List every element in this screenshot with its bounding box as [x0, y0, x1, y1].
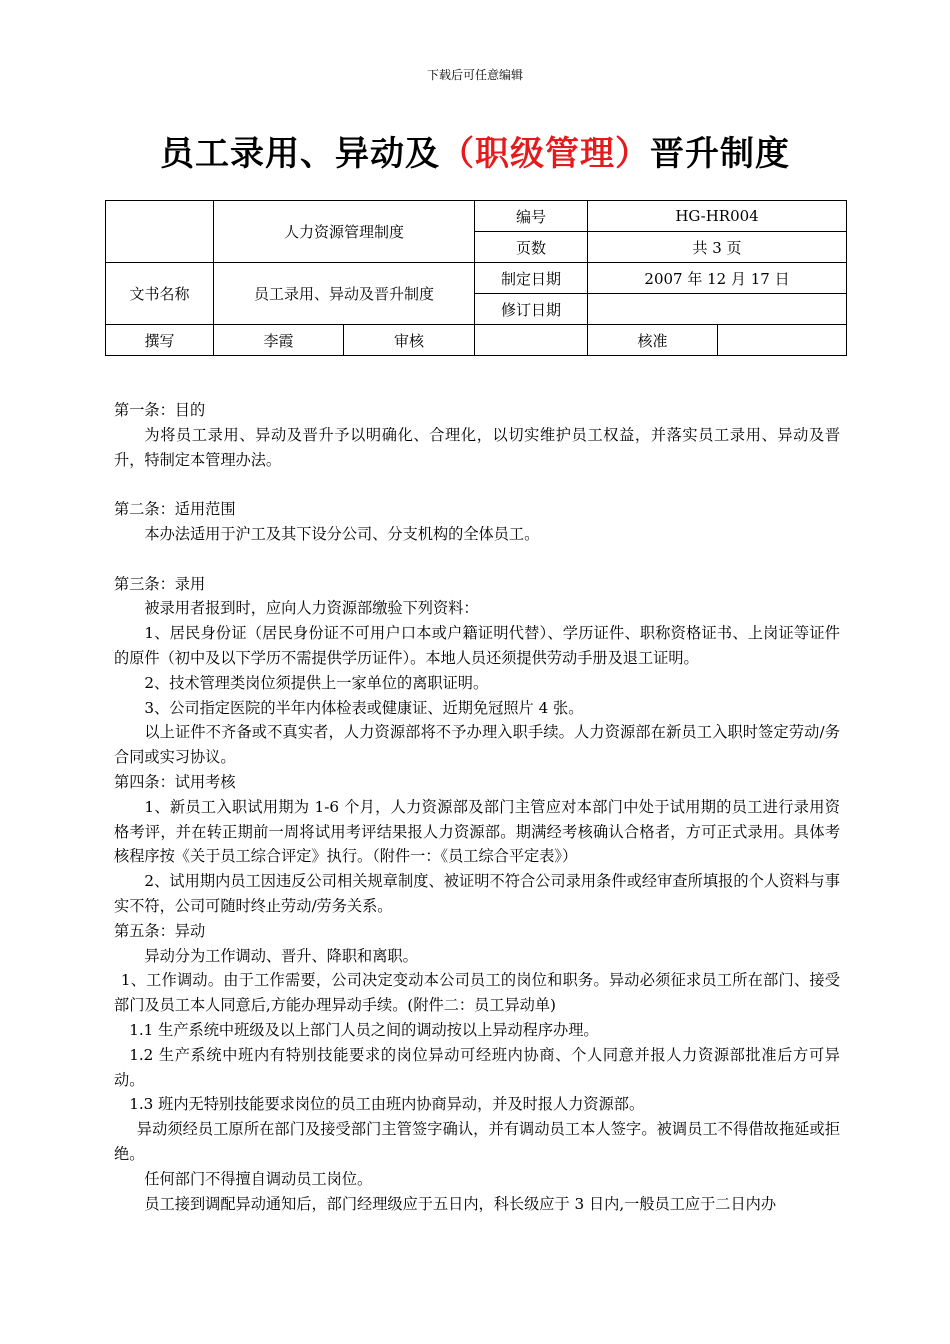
- paragraph: 以上证件不齐备或不真实者，人力资源部将不予办理入职手续。人力资源部在新员工入职时签定劳动/务合同或实习协议。: [114, 723, 840, 767]
- paragraph: 1、新员工入职试用期为 1-6 个月，人力资源部及部门主管应对本部门中处于试用期的员工进行录用资格考评，并在转正期前一周将试用考评结果报人力资源部。期满经考核确认合格者，方可正式录用。具体考核程序按《关于员工综合评定》执行。（附件一：《员工综合平定表》）: [114, 797, 840, 866]
- pages-label: 页数: [475, 232, 588, 263]
- paragraph: 被录用者报到时，应向人力资源部缴验下列资料：: [144, 599, 479, 618]
- header-note: 下载后可任意编辑: [426, 68, 523, 82]
- title-highlight: （职级管理）: [440, 134, 650, 174]
- reviewer-value: [475, 325, 588, 356]
- paragraph: 1.2 生产系统中班内有特别技能要求的岗位异动可经班内协商、个人同意并报人力资源部批准后方可异动。: [114, 1045, 840, 1089]
- article-3-title: 第三条：录用: [114, 574, 206, 593]
- paragraph: 1.1 生产系统中班级及以上部门人员之间的调动按以上异动程序办理。: [129, 1020, 599, 1039]
- title-part2: 晋升制度: [650, 134, 790, 174]
- article-1-title: 第一条：目的: [114, 401, 206, 419]
- paragraph: 任何部门不得擅自调动员工岗位。: [144, 1169, 373, 1188]
- paragraph: 1、工作调动。由于工作需要，公司决定变动本公司员工的岗位和职务。异动必须征求员工所在部门、接受部门及员工本人同意后,方能办理异动手续。(附件二：员工异动单): [114, 971, 840, 1015]
- paragraph: 1、居民身份证（居民身份证不可用户口本或户籍证明代替）、学历证件、职称资格证书、上岗证等证件的原件（初中及以下学历不需提供学历证件）。本地人员还须提供劳动手册及退工证明。: [114, 624, 840, 667]
- title-part1: 员工录用、异动及: [160, 134, 440, 174]
- number-value: HG-HR004: [588, 201, 847, 232]
- author-value: 李霞: [214, 325, 344, 356]
- approver-value: [718, 325, 847, 356]
- paragraph: 1.3 班内无特别技能要求岗位的员工由班内协商异动，并及时报人力资源部。: [129, 1095, 645, 1114]
- revised-label: 修订日期: [475, 294, 588, 325]
- system-name: 人力资源管理制度: [214, 201, 475, 263]
- article-5-title: 第五条：异动: [114, 921, 206, 940]
- paragraph: 异动须经员工原所在部门及接受部门主管签字确认，并有调动员工本人签字。被调员工不得借故拖延或拒绝。: [114, 1120, 840, 1163]
- paragraph: 3、公司指定医院的半年内体检表或健康证、近期免冠照片 4 张。: [144, 698, 584, 717]
- pages-value: 共 3 页: [588, 232, 847, 263]
- doc-name-value: 员工录用、异动及晋升制度: [214, 263, 475, 325]
- paragraph: 为将员工录用、异动及晋升予以明确化、合理化，以切实维护员工权益，并落实员工录用、异动及晋升，特制定本管理办法。: [114, 425, 840, 469]
- revised-value: [588, 294, 847, 325]
- document-body: [114, 398, 840, 1216]
- article-4-title: 第四条：试用考核: [114, 772, 236, 791]
- created-label: 制定日期: [475, 263, 588, 294]
- author-label: 撰写: [106, 325, 214, 356]
- paragraph: 2、试用期内员工因违反公司相关规章制度、被证明不符合公司录用条件或经审查所填报的个人资料与事实不符，公司可随时终止劳动/劳务关系。: [114, 872, 840, 915]
- doc-name-label: 文书名称: [106, 263, 214, 325]
- reviewer-label: 审核: [344, 325, 475, 356]
- empty-cell: [106, 201, 214, 263]
- paragraph: 异动分为工作调动、晋升、降职和离职。: [144, 946, 418, 965]
- number-label: 编号: [475, 201, 588, 232]
- approver-label: 核准: [588, 325, 718, 356]
- paragraph: 2、技术管理类岗位须提供上一家单位的离职证明。: [144, 673, 489, 692]
- created-value: 2007 年 12 月 17 日: [588, 263, 847, 294]
- page-title: [0, 126, 950, 175]
- paragraph: 本办法适用于沪工及其下设分公司、分支机构的全体员工。: [144, 524, 540, 543]
- article-2-title: 第二条：适用范围: [114, 500, 236, 519]
- paragraph: 员工接到调配异动通知后，部门经理级应于五日内，科长级应于 3 日内,一般员工应于二日内办: [144, 1194, 777, 1213]
- document-info-table: [105, 200, 847, 356]
